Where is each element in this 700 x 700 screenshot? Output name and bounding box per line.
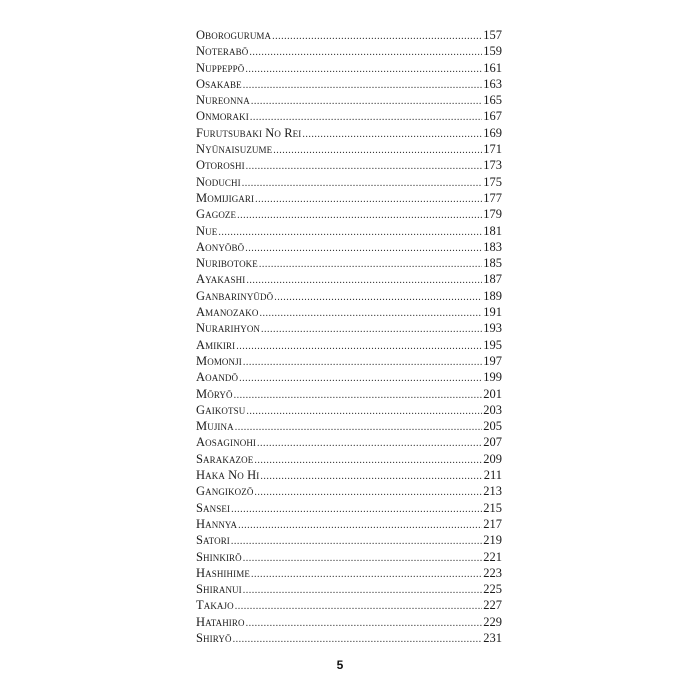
dot-leader [237,208,482,224]
toc-entry-page: 201 [483,386,502,401]
page-number: 5 [336,658,344,672]
toc-entry-title: Hashihime [196,565,250,580]
toc-entry [196,386,502,402]
toc-entry-title: Shiryō [196,630,232,645]
dot-leader [236,339,482,355]
toc-entry [196,483,502,499]
toc-entry [196,288,502,304]
toc-entry-title: Nue [196,223,218,238]
toc-entry-page: 227 [483,598,502,613]
dot-leader [302,127,482,143]
toc-entry-title: Satori [196,533,230,548]
toc-entry-title: Sarakazoe [196,451,254,466]
toc-entry [196,271,502,287]
toc-entry [196,500,502,516]
toc-entry [196,206,502,222]
toc-entry-page: 205 [483,419,502,434]
toc-entry-title: Aonyōbō [196,239,245,254]
toc-entry-title: Noduchi [196,174,241,189]
toc-entry [196,597,502,613]
toc-entry-title: Oboroguruma [196,28,272,42]
dot-leader [234,388,483,404]
toc-entry-title: Furutsubaki No Rei [196,125,302,140]
toc-entry-page: 215 [483,500,502,515]
toc-entry [196,239,502,255]
toc-entry-title: Otoroshi [196,158,245,173]
toc-entry [196,402,502,418]
toc-entry-title: Momonji [196,353,242,368]
toc-entry [196,565,502,581]
toc-entry-page: 169 [483,125,502,140]
dot-leader [231,502,482,518]
toc-entry-title: Sansei [196,500,231,515]
toc-entry [196,369,502,385]
toc-entry-title: Amanozako [196,305,259,320]
toc-entry [196,60,502,76]
toc-entry-page: 231 [483,630,502,645]
toc-entry [196,125,502,141]
dot-leader [246,159,483,175]
toc-entry-page: 197 [483,353,502,368]
toc-entry-page: 157 [483,28,502,42]
toc-entry-page: 199 [483,370,502,385]
toc-entry-title: Gaikotsu [196,402,246,417]
toc-entry-title: Haka No Hi [196,468,260,483]
dot-leader [259,306,482,322]
dot-leader [239,371,482,387]
toc-entry [196,320,502,336]
toc-entry-page: 223 [483,565,502,580]
toc-entry [196,304,502,320]
toc-entry-page: 219 [483,533,502,548]
toc-entry [196,92,502,108]
dot-leader [233,632,483,648]
dot-leader [255,192,482,208]
dot-leader [235,599,483,615]
dot-leader [218,225,482,241]
toc-entry-title: Aosaginohi [196,435,257,450]
toc-entry-title: Osakabe [196,76,242,91]
toc-entry-page: 159 [483,44,502,59]
toc-entry-page: 189 [483,288,502,303]
dot-leader [251,94,482,110]
dot-leader [245,241,482,257]
toc-entry-page: 221 [483,549,502,564]
toc-entry-title: Hannya [196,516,238,531]
toc-entry-page: 211 [483,468,502,483]
toc-entry [196,141,502,157]
dot-leader [273,143,482,159]
toc-entry-page: 183 [483,239,502,254]
toc-entry [196,108,502,124]
toc-entry-title: Shiranui [196,582,242,597]
dot-leader [272,29,482,45]
toc-entry [196,451,502,467]
toc-entry-page: 191 [483,305,502,320]
toc-entry [196,467,502,483]
toc-entry-title: Takajo [196,598,234,613]
dot-leader [246,273,482,289]
toc-entry-title: Shinkirō [196,549,242,564]
toc-entry [196,353,502,369]
toc-entry-page: 161 [483,60,502,75]
toc-entry-title: Onmoraki [196,109,249,124]
toc-entry [196,549,502,565]
toc-entry [196,532,502,548]
dot-leader [274,290,482,306]
dot-leader [249,45,482,61]
toc-entry-title: Amikiri [196,337,236,352]
toc-entry-page: 185 [483,256,502,271]
toc-entry [196,516,502,532]
dot-leader [260,469,482,485]
toc-entry-page: 165 [483,93,502,108]
dot-leader [251,567,482,583]
toc-entry [196,190,502,206]
table-of-contents [196,27,502,646]
toc-entry [196,76,502,92]
toc-entry-page: 167 [483,109,502,124]
toc-entry [196,255,502,271]
dot-leader [254,453,482,469]
toc-entry-title: Noterabō [196,44,249,59]
toc-entry-page: 213 [483,484,502,499]
toc-entry-title: Ganbarinyūdō [196,288,274,303]
toc-entry-page: 175 [483,174,502,189]
toc-entry-page: 195 [483,337,502,352]
toc-entry-title: Mōryō [196,386,233,401]
toc-entry-title: Momijigari [196,190,255,205]
toc-entry-page: 173 [483,158,502,173]
toc-entry [196,43,502,59]
toc-entry-page: 209 [483,451,502,466]
dot-leader [243,355,482,371]
dot-leader [245,62,482,78]
toc-entry-page: 203 [483,402,502,417]
toc-entry [196,581,502,597]
toc-entry-title: Nureonna [196,93,250,108]
dot-leader [242,176,483,192]
toc-entry-title: Gangikozō [196,484,254,499]
toc-entry-page: 179 [483,207,502,222]
dot-leader [257,436,482,452]
dot-leader [243,583,483,599]
dot-leader [235,420,483,436]
toc-entry-page: 171 [483,142,502,157]
toc-entry-title: Nyūnaisuzume [196,142,273,157]
toc-entry-page: 207 [483,435,502,450]
toc-entry-title: Hatahiro [196,614,245,629]
toc-entry [196,27,502,43]
toc-entry-page: 229 [483,614,502,629]
toc-entry-page: 181 [483,223,502,238]
toc-entry-page: 193 [483,321,502,336]
toc-entry [196,434,502,450]
toc-entry-title: Nuribotoke [196,256,258,271]
toc-entry [196,630,502,646]
dot-leader [243,78,483,94]
dot-leader [238,518,482,534]
dot-leader [243,551,483,567]
toc-entry-page: 187 [483,272,502,287]
toc-entry-page: 163 [483,76,502,91]
toc-entry [196,337,502,353]
toc-entry-title: Mujina [196,419,234,434]
dot-leader [254,485,482,501]
toc-entry [196,174,502,190]
toc-entry-title: Ayakashi [196,272,246,287]
toc-entry-title: Nuppeppō [196,60,245,75]
toc-entry-title: Nurarihyon [196,321,261,336]
toc-entry [196,418,502,434]
dot-leader [261,322,482,338]
toc-entry [196,614,502,630]
dot-leader [246,616,483,632]
toc-entry-title: Aoandō [196,370,239,385]
toc-entry-title: Gagoze [196,207,237,222]
toc-entry-page: 177 [483,190,502,205]
dot-leader [259,257,482,273]
toc-entry-page: 217 [483,516,502,531]
toc-entry [196,157,502,173]
dot-leader [246,404,482,420]
toc-entry-page: 225 [483,582,502,597]
dot-leader [231,534,482,550]
toc-entry [196,223,502,239]
